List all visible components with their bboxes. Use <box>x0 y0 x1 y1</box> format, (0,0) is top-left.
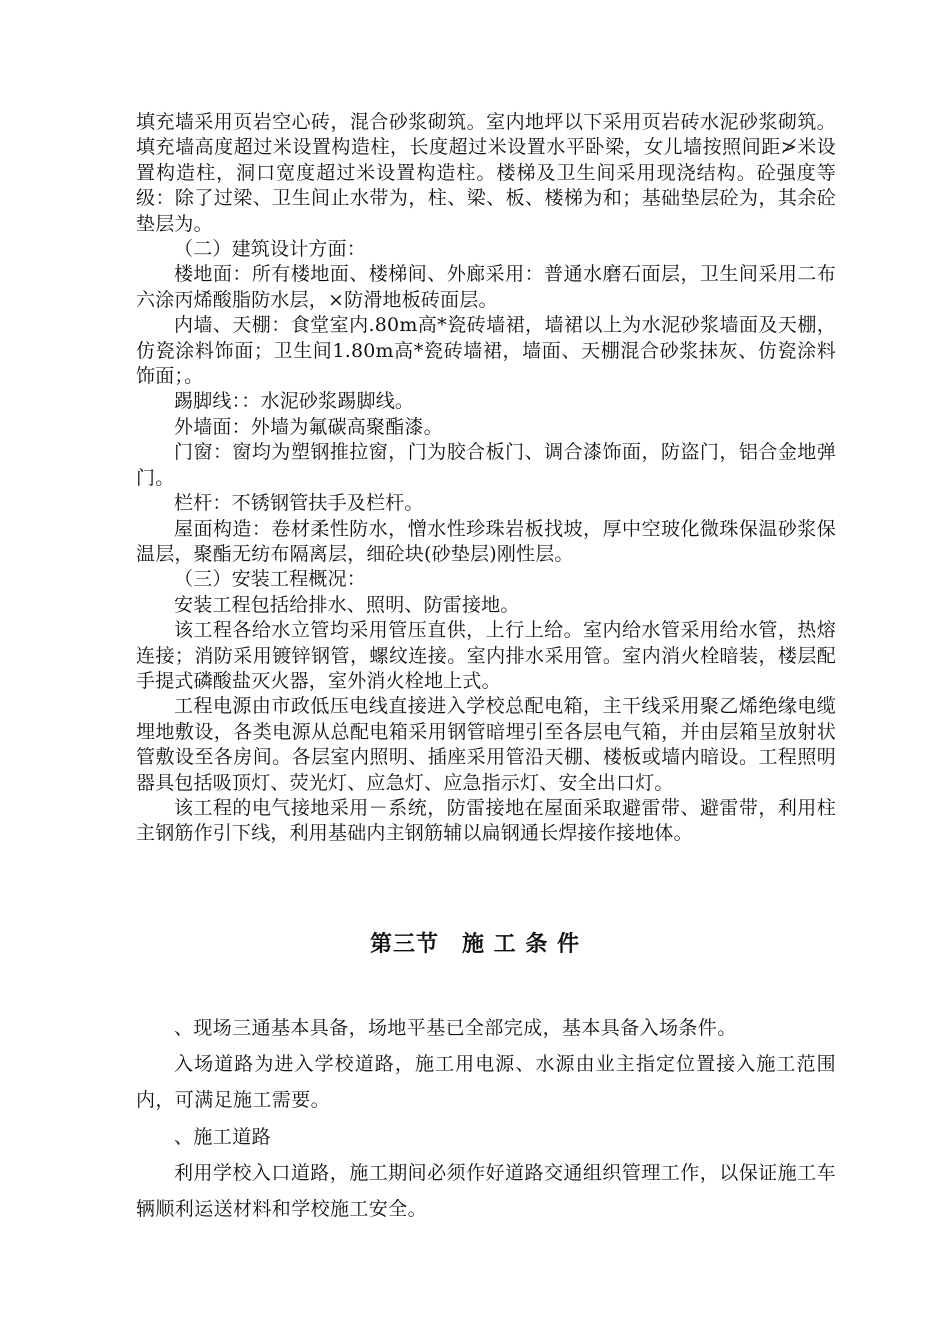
floor-paragraph: 楼地面：所有楼地面、楼梯间、外廊采用：普通水磨石面层，卫生间采用二布六涂丙烯酸脂防水层，×防滑地板砖面层。 <box>136 263 836 311</box>
site-readiness-paragraph: 、现场三通基本具备，场地平基已全部完成，基本具备入场条件。 <box>174 1017 737 1039</box>
skirting-paragraph: 踢脚线：：水泥砂浆踢脚线。 <box>174 390 415 413</box>
traffic-management-paragraph: 利用学校入口道路，施工期间必须作好道路交通组织管理工作，以保证施工车辆顺利运送材料和学校施工安全。 <box>136 1161 836 1221</box>
access-road-paragraph: 入场道路为进入学校道路，施工用电源、水源由业主指定位置接入施工范围内，可满足施工需要。 <box>136 1053 836 1112</box>
grounding-paragraph: 该工程的电气接地采用－系统，防雷接地在屋面采取避雷带、避雷带，利用柱主钢筋作引下线，利用基础内主钢筋辅以扁钢通长焊接作接地体。 <box>136 796 836 845</box>
exterior-wall-paragraph: 外墙面：外墙为氟碳高聚酯漆。 <box>174 415 443 438</box>
electrical-paragraph: 工程电源由市政低压电线直接进入学校总配电箱，主干线采用聚乙烯绝缘电缆埋地敷设，各类电源从总配电箱采用钢管暗埋引至各层电气箱，并由层箱呈放射状管敷设至各房间。各层室内照明、插座采用管沿天棚、楼板或墙内暗设。工程照明器具包括吸顶灯、荧光灯、应急灯、应急指示灯、安全出口灯。 <box>136 695 836 794</box>
railing-paragraph: 栏杆：不锈钢管扶手及栏杆。 <box>174 492 424 515</box>
interior-wall-paragraph: 内墙、天棚：食堂室内.80m高*瓷砖墙裙，墙裙以上为水泥砂浆墙面及天棚，仿瓷涂料饰面；卫生间1.80m高*瓷砖墙裙，墙面、天棚混合砂浆抹灰、仿瓷涂料饰面；。 <box>136 314 836 388</box>
structure-paragraph: 填充墙采用页岩空心砖，混合砂浆砌筑。室内地坪以下采用页岩砖水泥砂浆砌筑。填充墙高度超过米设置构造柱，长度超过米设置水平卧梁，女儿墙按照间距≯米设置构造柱，洞口宽度超过米设置构造柱。楼梯及卫生间采用现浇结构。砼强度等级：除了过梁、卫生间止水带为，柱、梁、板、楼梯为和；基础垫层砼为，其余砼垫层为。 <box>136 111 836 235</box>
construction-road-heading: 、施工道路 <box>174 1125 272 1148</box>
section-heading: 第三节 施 工 条 件 <box>370 931 580 957</box>
roof-paragraph: 屋面构造：卷材柔性防水，憎水性珍珠岩板找坡，厚中空玻化微珠保温砂浆保温层，聚酯无纺布隔离层，细砼块(砂垫层)刚性层。 <box>136 517 836 565</box>
installation-subheading: （三）安装工程概况： <box>174 568 367 591</box>
architecture-subheading: （二）建筑设计方面： <box>174 238 367 261</box>
project-overview-section <box>136 110 836 847</box>
water-supply-paragraph: 该工程各给水立管均采用管压直供，上行上给。室内给水管采用给水管，热熔连接；消防采用镀锌钢管，螺纹连接。室内排水采用管。室内消火栓暗装，楼层配手提式磷酸盐灭火器，室外消火栓地上式。 <box>136 619 836 692</box>
installation-scope-paragraph: 安装工程包括给排水、照明、防雷接地。 <box>174 593 520 616</box>
doors-windows-paragraph: 门窗：窗均为塑钢推拉窗，门为胶合板门、调合漆饰面，防盗门，铝合金地弹门。 <box>136 441 836 489</box>
construction-conditions-section <box>136 1010 836 1227</box>
